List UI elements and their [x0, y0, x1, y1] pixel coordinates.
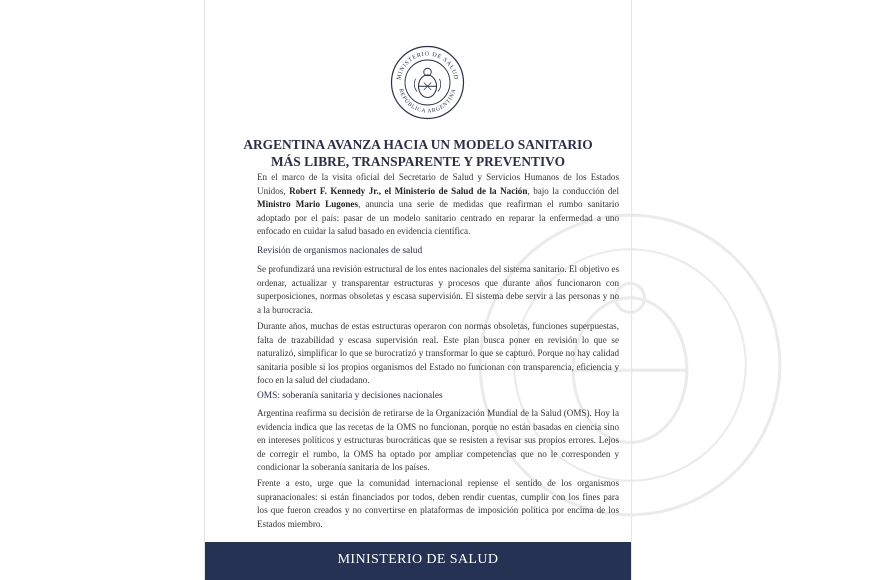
section2-paragraph-1: Argentina reafirma su decisión de retirarse de la Organización Mundial de la Salud (OMS). Hoy la evidencia indica que las recetas de la OMS no funcionan, porque no están basadas en ciencia sino en intereses políticos y estructuras burocráticas que se resisten a revisar sus propios errores. Lejos de corregir el rumbo, la OMS ha optado por ampliar competencias que no le corresponden y condicionar la soberanía sanitaria de los países.	[257, 408, 619, 473]
section1-paragraph-1: Se profundizará una revisión estructural de los entes nacionales del sistema sanitario. El objetivo es ordenar, actualizar y transparentar estructuras y procesos que durante años funcionaron con superposiciones, normas obsoletas y escasa supervisión. El sistema debe servir a las personas y no a la burocracia.	[257, 264, 619, 315]
footer-title: MINISTERIO DE SALUD	[337, 552, 499, 567]
intro-text-1: En el marco de la visita oficial del Secretario de Salud y Servicios Humanos de los Estados Unidos,	[257, 172, 619, 196]
section2-heading: OMS: soberanía sanitaria y decisiones nacionales	[257, 391, 443, 401]
section1-heading: Revisión de organismos nacionales de salud	[257, 246, 423, 256]
intro-bold-1: Robert F. Kennedy Jr., el Ministerio de Salud de la Nación	[289, 185, 528, 196]
section1-paragraph-2: Durante años, muchas de estas estructuras operaron con normas obsoletas, funciones superpuestas, falta de trazabilidad y escasa supervisión real. Este plan busca poner en revisión lo que se naturalizó, simplificar lo que se burocratizó y transformar lo que se capturó. Porque no hay calidad sanitaria posible si los propios organismos del Estado no funcionan con transparencia, eficiencia y foco en la salud del ciudadano.	[257, 321, 619, 386]
svg-text:MINISTERIO DE SALUD: MINISTERIO DE SALUD	[396, 51, 459, 81]
intro-paragraph	[257, 171, 619, 239]
section2-paragraph-2: Frente a esto, urge que la comunidad internacional repiense el sentido de los organismos supranacionales: si están financiados por todos, deben rendir cuentas, cumplir con los fines para los que fueron creados y no convertirse en plataformas de imposición política por encima de los Estados miembro.	[257, 478, 619, 529]
ministry-seal-logo	[390, 45, 465, 120]
intro-text-3: , anuncia una serie de medidas que reafirman el rumbo sanitario adoptado por el país: pasar de un modelo sanitario centrado en reparar la enfermedad a uno enfocado en cuidar la salud basado en evidencia científica.	[257, 199, 619, 237]
svg-text:REPÚBLICA ARGENTINA: REPÚBLICA ARGENTINA	[397, 88, 458, 115]
document-page	[205, 0, 631, 580]
title-line-2: MÁS LIBRE, TRANSPARENTE Y PREVENTIVO	[271, 154, 565, 169]
document-title	[205, 136, 631, 170]
intro-text-2: , bajo la conducción del	[527, 185, 619, 196]
title-line-1: ARGENTINA AVANZA HACIA UN MODELO SANITARIO	[243, 137, 593, 152]
intro-bold-2: Ministro Mario Lugones	[257, 199, 359, 210]
